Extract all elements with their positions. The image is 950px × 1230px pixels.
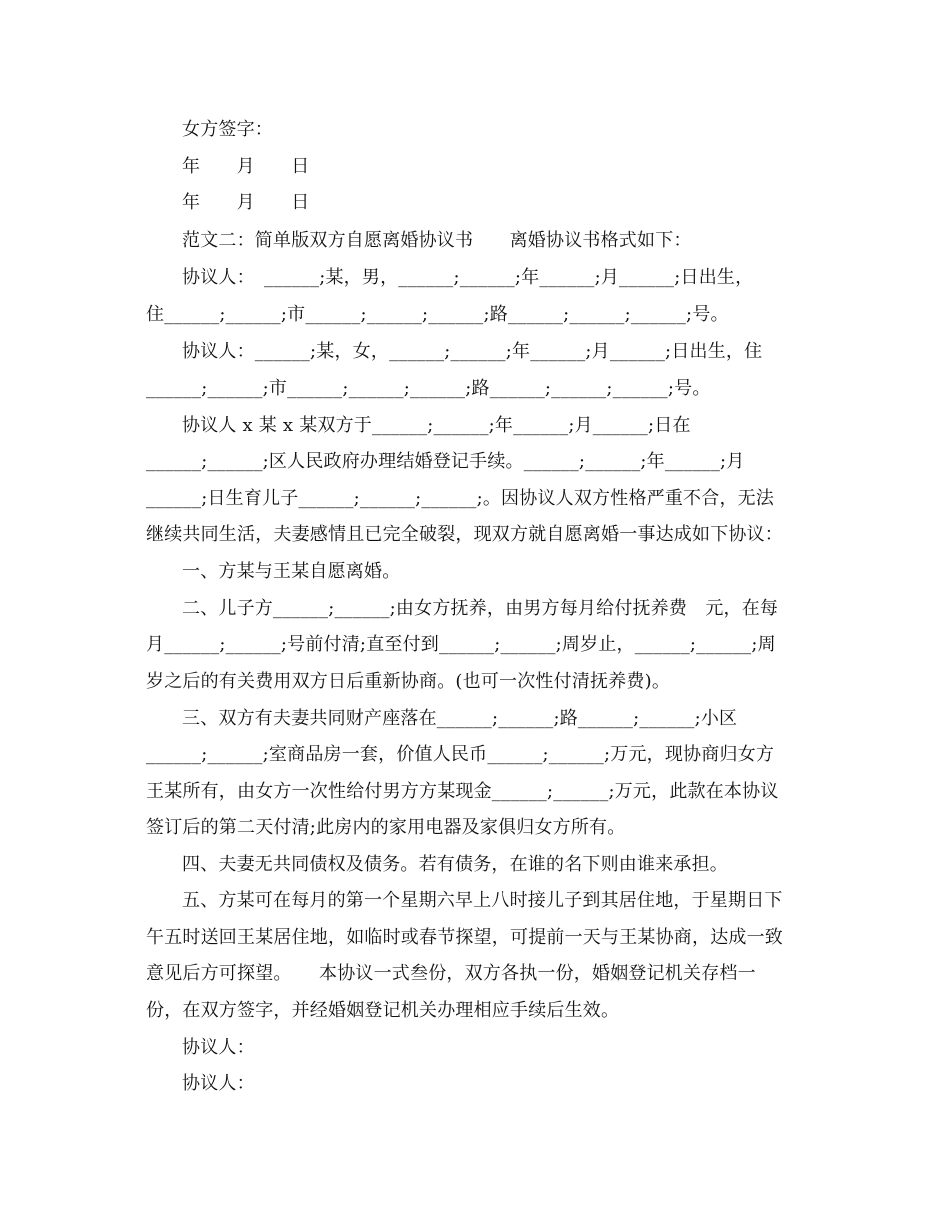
clause-two: 月______;______;号前付清;直至付到______;______;周岁止，______;______;周 — [146, 634, 776, 655]
party-male-address: 住______;______;市______;______;______;路______;______;______;号。 — [146, 304, 729, 325]
marriage-paragraph: ______;______;区人民政府办理结婚登记手续。______;______;年______;月 — [146, 451, 745, 472]
clause-three: 王某所有，由女方一次性给付男方方某现金______;______;万元，此款在本协议 — [146, 781, 779, 802]
clause-five: 意见后方可探望。 本协议一式叁份，双方各执一份，婚姻登记机关存档一 — [146, 963, 756, 984]
clause-four: 四、夫妻无共同债权及债务。若有债务，在谁的名下则由谁来承担。 — [182, 854, 728, 875]
party-signature-label: 协议人： — [182, 1037, 255, 1058]
clause-three: 三、双方有夫妻共同财产座落在______;______;路______;______;小区 — [182, 708, 738, 729]
party-female-address: ______;______;市______;______;______;路______;______;______;号。 — [146, 378, 711, 399]
date-line: 年 月 日 — [182, 156, 310, 177]
marriage-paragraph: 继续共同生活，夫妻感情且已完全破裂，现双方就自愿离婚一事达成如下协议： — [146, 524, 783, 545]
clause-two: 二、儿子方______;______;由女方抚养，由男方每月给付抚养费 元，在每 — [182, 598, 779, 619]
marriage-paragraph: ______;日生育儿子______;______;______;。因协议人双方性格严重不合，无法 — [146, 488, 775, 509]
clause-two: 岁之后的有关费用双方日后重新协商。(也可一次性付清抚养费)。 — [146, 671, 671, 692]
clause-five: 份，在双方签字，并经婚姻登记机关办理相应手续后生效。 — [146, 1000, 620, 1021]
party-male-line: 协议人： ______;某，男，______;______;年______;月______;日出生， — [182, 267, 754, 288]
clause-five: 五、方某可在每月的第一个星期六早上八时接儿子到其居住地，于星期日下 — [182, 890, 783, 911]
sample-two-heading: 范文二：简单版双方自愿离婚协议书 离婚协议书格式如下： — [182, 230, 692, 251]
clause-five: 午五时送回王某居住地，如临时或春节探望，可提前一天与王某协商，达成一致 — [146, 927, 783, 948]
marriage-paragraph: 协议人 x 某 x 某双方于______;______;年______;月______;日在 — [182, 415, 691, 436]
date-line: 年 月 日 — [182, 192, 310, 213]
clause-three: 签订后的第二天付清;此房内的家用电器及家俱归女方所有。 — [146, 817, 626, 838]
clause-one: 一、方某与王某自愿离婚。 — [182, 561, 401, 582]
female-signature-label: 女方签字： — [182, 119, 273, 140]
clause-three: ______;______;室商品房一套，价值人民币______;______;万元，现协商归女方 — [146, 744, 775, 765]
party-female-line: 协议人：______;某，女，______;______;年______;月______;日出生，住 — [182, 341, 763, 362]
party-signature-label: 协议人： — [182, 1073, 255, 1094]
